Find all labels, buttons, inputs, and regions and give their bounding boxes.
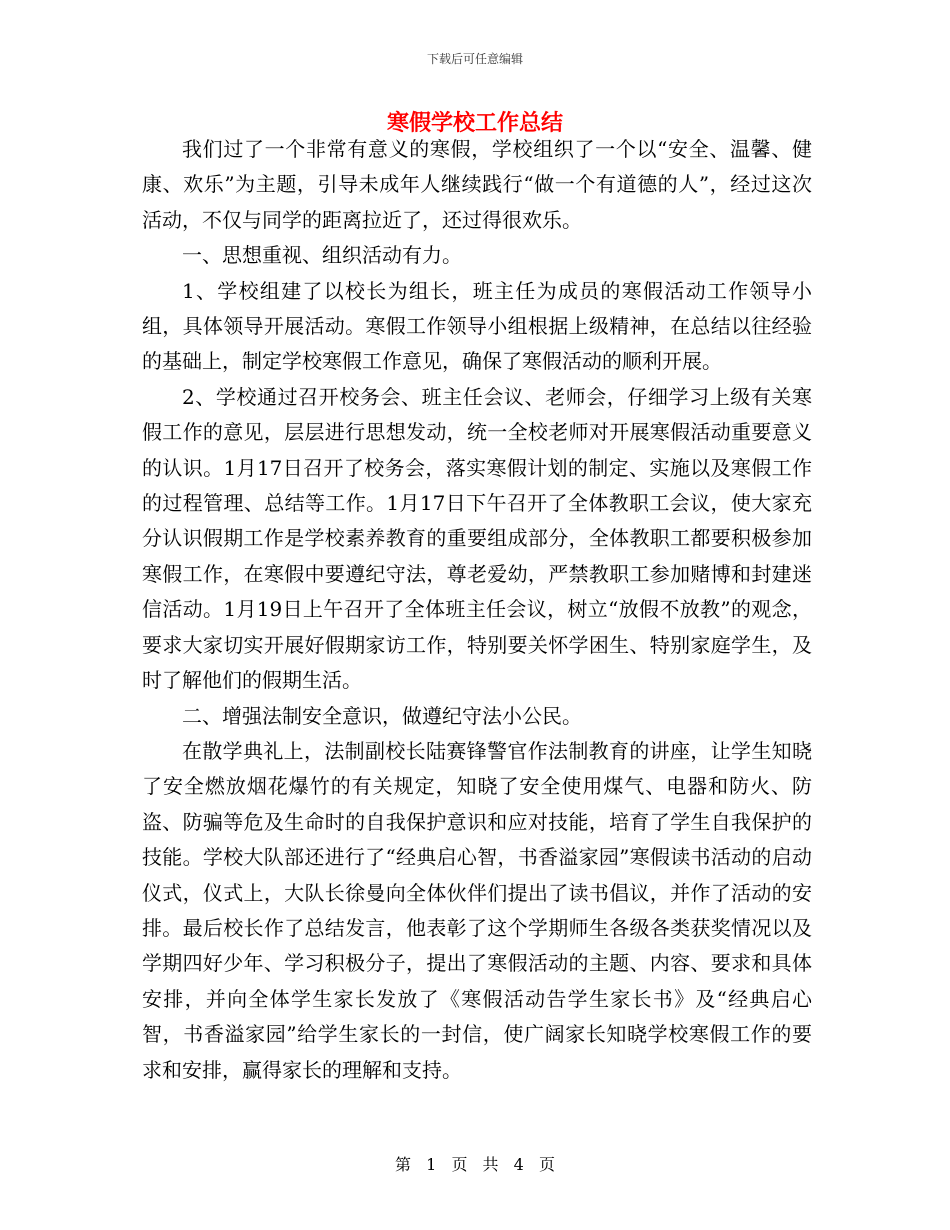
footer-suffix: 页 — [538, 1155, 555, 1174]
footer-total-pages: 4 — [513, 1155, 524, 1174]
page-footer — [0, 1155, 950, 1175]
intro-paragraph: 我们过了一个非常有意义的寒假，学校组织了一个以“安全、温馨、健康、欢乐”为主题，引导未成年人继续践行“做一个有道德的人”，经过这次活动，不仅与同学的距离拉近了，还过得很欢乐。 — [142, 137, 812, 232]
paragraph-ceremony: 在散学典礼上，法制副校长陆赛锋警官作法制教育的讲座，让学生知晓了安全燃放烟花爆竹的有关规定，知晓了安全使用煤气、电器和防火、防盗、防骗等危及生命时的自我保护意识和应对技能，培育了学生自我保护的技能。学校大队部还进行了“经典启心智，书香溢家园”寒假读书活动的启动仪式，仪式上，大队长徐曼向全体伙伴们提出了读书倡议，并作了活动的安排。最后校长作了总结发言，他表彰了这个学期师生各级各类获奖情况以及学期四好少年、学习积极分子，提出了寒假活动的主题、内容、要求和具体安排，并向全体学生家长发放了《寒假活动告学生家长书》及“经典启心智，书香溢家园”给学生家长的一封信，使广阔家长知晓学校寒假工作的要求和安排，赢得家长的理解和支持。 — [142, 738, 812, 1082]
footer-page-word: 页 — [451, 1155, 468, 1174]
footer-page-number: 1 — [426, 1155, 437, 1174]
document-body — [142, 132, 812, 1088]
paragraph-item-2: 2、学校通过召开校务会、班主任会议、老师会，仔细学习上级有关寒假工作的意见，层层进行思想发动，统一全校老师对开展寒假活动重要意义的认识。1月17日召开了校务会，落实寒假计划的制定、实施以及寒假工作的过程管理、总结等工作。1月17日下午召开了全体教职工会议，使大家充分认识假期工作是学校素养教育的重要组成部分，全体教职工都要积极参加寒假工作，在寒假中要遵纪守法，尊老爱幼，严禁教职工参加赌博和封建迷信活动。1月19日上午召开了全体班主任会议，树立“放假不放教”的观念，要求大家切实开展好假期家访工作，特别要关怀学困生、特别家庭学生，及时了解他们的假期生活。 — [142, 384, 812, 693]
paragraph-item-1: 1、学校组建了以校长为组长，班主任为成员的寒假活动工作领导小组，具体领导开展活动。寒假工作领导小组根据上级精神，在总结以往经验的基础上，制定学校寒假工作意见，确保了寒假活动的顺利开展。 — [142, 278, 812, 374]
section-heading-2: 二、增强法制安全意识，做遵纪守法小公民。 — [182, 703, 582, 728]
section-heading-1: 一、思想重视、组织活动有力。 — [182, 243, 462, 268]
document-title: 寒假学校工作总结 — [386, 110, 563, 136]
header-note: 下载后可任意编辑 — [426, 52, 523, 66]
footer-prefix: 第 — [395, 1155, 412, 1174]
footer-total-word: 共 — [482, 1155, 499, 1174]
